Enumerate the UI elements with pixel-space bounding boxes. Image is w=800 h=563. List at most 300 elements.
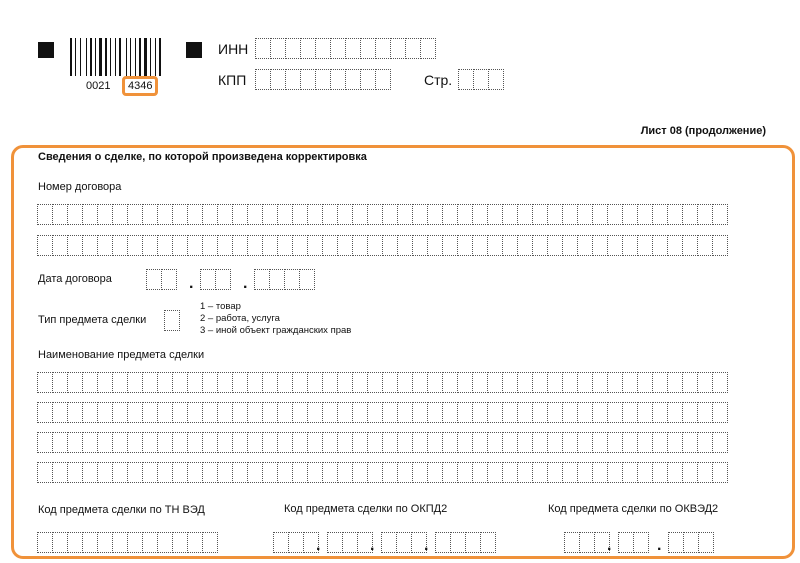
- entry-cell[interactable]: [337, 372, 353, 393]
- entry-cell[interactable]: [352, 235, 368, 256]
- entry-cell[interactable]: [472, 235, 488, 256]
- entry-cell[interactable]: [337, 462, 353, 483]
- entry-cell[interactable]: [622, 462, 638, 483]
- entry-cell[interactable]: [300, 69, 316, 90]
- entry-cell[interactable]: [622, 432, 638, 453]
- entry-cell[interactable]: [592, 402, 608, 423]
- entry-cell[interactable]: [667, 204, 683, 225]
- entry-cell[interactable]: [37, 532, 53, 553]
- entry-cell[interactable]: [232, 402, 248, 423]
- entry-cell[interactable]: [562, 235, 578, 256]
- entry-cell[interactable]: [315, 38, 331, 59]
- entry-cell[interactable]: [382, 235, 398, 256]
- entry-cell[interactable]: [382, 372, 398, 393]
- entry-cell[interactable]: [442, 432, 458, 453]
- entry-cell[interactable]: [637, 204, 653, 225]
- entry-cell[interactable]: [577, 432, 593, 453]
- entry-cell[interactable]: [457, 462, 473, 483]
- entry-cell[interactable]: [367, 432, 383, 453]
- entry-cell[interactable]: [172, 432, 188, 453]
- entry-cell[interactable]: [97, 402, 113, 423]
- entry-cell[interactable]: [375, 69, 391, 90]
- entry-cell[interactable]: [487, 462, 503, 483]
- entry-cell[interactable]: [622, 372, 638, 393]
- entry-cell[interactable]: [637, 432, 653, 453]
- entry-cell[interactable]: [562, 372, 578, 393]
- okpd2-code-part-2[interactable]: [327, 532, 375, 554]
- entry-cell[interactable]: [172, 402, 188, 423]
- entry-cell[interactable]: [345, 69, 361, 90]
- entry-cell[interactable]: [502, 204, 518, 225]
- entry-cell[interactable]: [472, 204, 488, 225]
- entry-cell[interactable]: [172, 204, 188, 225]
- entry-cell[interactable]: [502, 402, 518, 423]
- entry-cell[interactable]: [442, 402, 458, 423]
- entry-cell[interactable]: [420, 38, 436, 59]
- entry-cell[interactable]: [247, 204, 263, 225]
- entry-cell[interactable]: [37, 402, 53, 423]
- entry-cell[interactable]: [112, 204, 128, 225]
- entry-cell[interactable]: [682, 372, 698, 393]
- entry-cell[interactable]: [127, 204, 143, 225]
- entry-cell[interactable]: [697, 235, 713, 256]
- entry-cell[interactable]: [127, 462, 143, 483]
- entry-cell[interactable]: [112, 432, 128, 453]
- entry-cell[interactable]: [217, 372, 233, 393]
- entry-cell[interactable]: [442, 462, 458, 483]
- contract-number-row-2[interactable]: [37, 235, 727, 256]
- contract-date-month[interactable]: [200, 269, 230, 290]
- entry-cell[interactable]: [375, 38, 391, 59]
- entry-cell[interactable]: [457, 204, 473, 225]
- entry-cell[interactable]: [82, 432, 98, 453]
- entry-cell[interactable]: [52, 235, 68, 256]
- entry-cell[interactable]: [367, 372, 383, 393]
- entry-cell[interactable]: [262, 235, 278, 256]
- entry-cell[interactable]: [352, 372, 368, 393]
- entry-cell[interactable]: [607, 204, 623, 225]
- entry-cell[interactable]: [172, 462, 188, 483]
- entry-cell[interactable]: [255, 69, 271, 90]
- entry-cell[interactable]: [97, 432, 113, 453]
- entry-cell[interactable]: [112, 462, 128, 483]
- entry-cell[interactable]: [187, 235, 203, 256]
- entry-cell[interactable]: [322, 204, 338, 225]
- entry-cell[interactable]: [67, 432, 83, 453]
- entry-cell[interactable]: [342, 532, 358, 553]
- entry-cell[interactable]: [472, 372, 488, 393]
- entry-cell[interactable]: [712, 204, 728, 225]
- entry-cell[interactable]: [502, 372, 518, 393]
- entry-cell[interactable]: [712, 402, 728, 423]
- entry-cell[interactable]: [202, 532, 218, 553]
- entry-cell[interactable]: [547, 402, 563, 423]
- entry-cell[interactable]: [427, 235, 443, 256]
- entry-cell[interactable]: [682, 204, 698, 225]
- entry-cell[interactable]: [215, 269, 231, 290]
- entry-cell[interactable]: [82, 235, 98, 256]
- entry-cell[interactable]: [532, 372, 548, 393]
- entry-cell[interactable]: [472, 462, 488, 483]
- entry-cell[interactable]: [82, 204, 98, 225]
- entry-cell[interactable]: [52, 402, 68, 423]
- entry-cell[interactable]: [292, 402, 308, 423]
- entry-cell[interactable]: [247, 432, 263, 453]
- entry-cell[interactable]: [412, 432, 428, 453]
- entry-cell[interactable]: [262, 462, 278, 483]
- entry-cell[interactable]: [254, 269, 270, 290]
- entry-cell[interactable]: [157, 462, 173, 483]
- entry-cell[interactable]: [67, 462, 83, 483]
- subject-name-row-3[interactable]: [37, 432, 727, 453]
- entry-cell[interactable]: [427, 372, 443, 393]
- entry-cell[interactable]: [307, 402, 323, 423]
- entry-cell[interactable]: [577, 235, 593, 256]
- okved2-code-part-1[interactable]: [564, 532, 612, 554]
- entry-cell[interactable]: [579, 532, 595, 553]
- entry-cell[interactable]: [172, 372, 188, 393]
- entry-cell[interactable]: [52, 462, 68, 483]
- entry-cell[interactable]: [682, 235, 698, 256]
- entry-cell[interactable]: [360, 69, 376, 90]
- entry-cell[interactable]: [172, 235, 188, 256]
- entry-cell[interactable]: [637, 235, 653, 256]
- okpd2-code-part-4[interactable]: [435, 532, 495, 553]
- entry-cell[interactable]: [607, 372, 623, 393]
- entry-cell[interactable]: [622, 402, 638, 423]
- entry-cell[interactable]: [337, 204, 353, 225]
- entry-cell[interactable]: [142, 372, 158, 393]
- entry-cell[interactable]: [157, 532, 173, 553]
- entry-cell[interactable]: [82, 372, 98, 393]
- entry-cell[interactable]: [337, 402, 353, 423]
- entry-cell[interactable]: [187, 432, 203, 453]
- entry-cell[interactable]: [396, 532, 412, 553]
- entry-cell[interactable]: [277, 432, 293, 453]
- entry-cell[interactable]: [712, 235, 728, 256]
- entry-cell[interactable]: [652, 372, 668, 393]
- entry-cell[interactable]: [487, 235, 503, 256]
- entry-cell[interactable]: [146, 269, 162, 290]
- entry-cell[interactable]: [67, 372, 83, 393]
- entry-cell[interactable]: [592, 462, 608, 483]
- entry-cell[interactable]: [592, 235, 608, 256]
- entry-cell[interactable]: [667, 402, 683, 423]
- entry-cell[interactable]: [592, 204, 608, 225]
- entry-cell[interactable]: [652, 462, 668, 483]
- entry-cell[interactable]: [97, 532, 113, 553]
- entry-cell[interactable]: [127, 402, 143, 423]
- entry-cell[interactable]: [697, 432, 713, 453]
- subject-name-row-2[interactable]: [37, 402, 727, 423]
- entry-cell[interactable]: [592, 432, 608, 453]
- entry-cell[interactable]: [277, 372, 293, 393]
- entry-cell[interactable]: [330, 69, 346, 90]
- entry-cell[interactable]: [187, 462, 203, 483]
- entry-cell[interactable]: [577, 372, 593, 393]
- entry-cell[interactable]: [458, 69, 474, 90]
- entry-cell[interactable]: [262, 402, 278, 423]
- entry-cell[interactable]: [307, 462, 323, 483]
- entry-cell[interactable]: [562, 462, 578, 483]
- entry-cell[interactable]: [82, 462, 98, 483]
- entry-cell[interactable]: [232, 204, 248, 225]
- entry-cell[interactable]: [517, 372, 533, 393]
- entry-cell[interactable]: [247, 402, 263, 423]
- okpd2-code-part-3[interactable]: [381, 532, 429, 554]
- entry-cell[interactable]: [299, 269, 315, 290]
- entry-cell[interactable]: [97, 204, 113, 225]
- entry-cell[interactable]: [187, 532, 203, 553]
- entry-cell[interactable]: [127, 432, 143, 453]
- entry-cell[interactable]: [480, 532, 496, 553]
- entry-cell[interactable]: [307, 372, 323, 393]
- entry-cell[interactable]: [697, 372, 713, 393]
- entry-cell[interactable]: [270, 38, 286, 59]
- entry-cell[interactable]: [382, 432, 398, 453]
- entry-cell[interactable]: [577, 204, 593, 225]
- entry-cell[interactable]: [562, 402, 578, 423]
- kpp-field[interactable]: [255, 69, 390, 90]
- entry-cell[interactable]: [142, 235, 158, 256]
- entry-cell[interactable]: [67, 402, 83, 423]
- entry-cell[interactable]: [405, 38, 421, 59]
- entry-cell[interactable]: [277, 462, 293, 483]
- entry-cell[interactable]: [382, 462, 398, 483]
- entry-cell[interactable]: [472, 432, 488, 453]
- entry-cell[interactable]: [127, 372, 143, 393]
- entry-cell[interactable]: [52, 204, 68, 225]
- entry-cell[interactable]: [217, 462, 233, 483]
- entry-cell[interactable]: [487, 402, 503, 423]
- entry-cell[interactable]: [577, 402, 593, 423]
- entry-cell[interactable]: [277, 402, 293, 423]
- entry-cell[interactable]: [202, 372, 218, 393]
- entry-cell[interactable]: [360, 38, 376, 59]
- entry-cell[interactable]: [142, 432, 158, 453]
- entry-cell[interactable]: [277, 204, 293, 225]
- entry-cell[interactable]: [667, 432, 683, 453]
- entry-cell[interactable]: [52, 432, 68, 453]
- entry-cell[interactable]: [217, 204, 233, 225]
- entry-cell[interactable]: [352, 402, 368, 423]
- entry-cell[interactable]: [532, 462, 548, 483]
- entry-cell[interactable]: [547, 462, 563, 483]
- entry-cell[interactable]: [564, 532, 580, 553]
- entry-cell[interactable]: [412, 235, 428, 256]
- entry-cell[interactable]: [187, 402, 203, 423]
- entry-cell[interactable]: [652, 402, 668, 423]
- entry-cell[interactable]: [285, 69, 301, 90]
- page-field[interactable]: [458, 69, 503, 90]
- entry-cell[interactable]: [232, 432, 248, 453]
- entry-cell[interactable]: [52, 532, 68, 553]
- entry-cell[interactable]: [157, 204, 173, 225]
- entry-cell[interactable]: [337, 432, 353, 453]
- entry-cell[interactable]: [142, 462, 158, 483]
- entry-cell[interactable]: [330, 38, 346, 59]
- entry-cell[interactable]: [157, 402, 173, 423]
- entry-cell[interactable]: [315, 69, 331, 90]
- entry-cell[interactable]: [607, 462, 623, 483]
- entry-cell[interactable]: [292, 372, 308, 393]
- entry-cell[interactable]: [450, 532, 466, 553]
- entry-cell[interactable]: [142, 402, 158, 423]
- entry-cell[interactable]: [284, 269, 300, 290]
- entry-cell[interactable]: [427, 432, 443, 453]
- entry-cell[interactable]: [217, 402, 233, 423]
- entry-cell[interactable]: [517, 402, 533, 423]
- entry-cell[interactable]: [682, 432, 698, 453]
- entry-cell[interactable]: [473, 69, 489, 90]
- entry-cell[interactable]: [517, 432, 533, 453]
- entry-cell[interactable]: [67, 235, 83, 256]
- entry-cell[interactable]: [112, 235, 128, 256]
- entry-cell[interactable]: [697, 462, 713, 483]
- entry-cell[interactable]: [667, 372, 683, 393]
- entry-cell[interactable]: [622, 235, 638, 256]
- entry-cell[interactable]: [427, 204, 443, 225]
- entry-cell[interactable]: [637, 462, 653, 483]
- entry-cell[interactable]: [187, 204, 203, 225]
- entry-cell[interactable]: [187, 372, 203, 393]
- entry-cell[interactable]: [112, 532, 128, 553]
- contract-number-row-1[interactable]: [37, 204, 727, 225]
- entry-cell[interactable]: [397, 372, 413, 393]
- entry-cell[interactable]: [82, 402, 98, 423]
- entry-cell[interactable]: [382, 402, 398, 423]
- entry-cell[interactable]: [397, 432, 413, 453]
- entry-cell[interactable]: [37, 372, 53, 393]
- entry-cell[interactable]: [202, 402, 218, 423]
- entry-cell[interactable]: [37, 462, 53, 483]
- entry-cell[interactable]: [712, 462, 728, 483]
- entry-cell[interactable]: [112, 372, 128, 393]
- entry-cell[interactable]: [682, 462, 698, 483]
- entry-cell[interactable]: [67, 532, 83, 553]
- entry-cell[interactable]: [367, 235, 383, 256]
- entry-cell[interactable]: [202, 235, 218, 256]
- entry-cell[interactable]: [164, 310, 180, 331]
- entry-cell[interactable]: [667, 235, 683, 256]
- tnved-code-field[interactable]: [37, 532, 217, 553]
- entry-cell[interactable]: [532, 204, 548, 225]
- entry-cell[interactable]: [435, 532, 451, 553]
- entry-cell[interactable]: [517, 462, 533, 483]
- entry-cell[interactable]: [367, 204, 383, 225]
- entry-cell[interactable]: [712, 432, 728, 453]
- entry-cell[interactable]: [269, 269, 285, 290]
- entry-cell[interactable]: [352, 432, 368, 453]
- entry-cell[interactable]: [442, 235, 458, 256]
- entry-cell[interactable]: [97, 462, 113, 483]
- entry-cell[interactable]: [200, 269, 216, 290]
- entry-cell[interactable]: [202, 462, 218, 483]
- entry-cell[interactable]: [300, 38, 316, 59]
- entry-cell[interactable]: [390, 38, 406, 59]
- okpd2-code-part-1[interactable]: [273, 532, 321, 554]
- entry-cell[interactable]: [607, 432, 623, 453]
- entry-cell[interactable]: [532, 432, 548, 453]
- entry-cell[interactable]: [161, 269, 177, 290]
- entry-cell[interactable]: [202, 432, 218, 453]
- entry-cell[interactable]: [322, 432, 338, 453]
- entry-cell[interactable]: [97, 235, 113, 256]
- entry-cell[interactable]: [202, 204, 218, 225]
- entry-cell[interactable]: [633, 532, 649, 553]
- entry-cell[interactable]: [127, 532, 143, 553]
- entry-cell[interactable]: [157, 432, 173, 453]
- entry-cell[interactable]: [142, 532, 158, 553]
- entry-cell[interactable]: [273, 532, 289, 553]
- entry-cell[interactable]: [307, 204, 323, 225]
- entry-cell[interactable]: [345, 38, 361, 59]
- entry-cell[interactable]: [322, 402, 338, 423]
- entry-cell[interactable]: [97, 372, 113, 393]
- entry-cell[interactable]: [427, 462, 443, 483]
- entry-cell[interactable]: [652, 204, 668, 225]
- entry-cell[interactable]: [322, 462, 338, 483]
- entry-cell[interactable]: [457, 372, 473, 393]
- entry-cell[interactable]: [307, 235, 323, 256]
- entry-cell[interactable]: [592, 372, 608, 393]
- entry-cell[interactable]: [547, 372, 563, 393]
- entry-cell[interactable]: [488, 69, 504, 90]
- entry-cell[interactable]: [562, 432, 578, 453]
- entry-cell[interactable]: [142, 204, 158, 225]
- entry-cell[interactable]: [487, 204, 503, 225]
- entry-cell[interactable]: [547, 204, 563, 225]
- entry-cell[interactable]: [327, 532, 343, 553]
- entry-cell[interactable]: [637, 402, 653, 423]
- entry-cell[interactable]: [277, 235, 293, 256]
- entry-cell[interactable]: [412, 462, 428, 483]
- entry-cell[interactable]: [397, 204, 413, 225]
- entry-cell[interactable]: [502, 462, 518, 483]
- entry-cell[interactable]: [618, 532, 634, 553]
- contract-date-year[interactable]: [254, 269, 314, 290]
- entry-cell[interactable]: [465, 532, 481, 553]
- entry-cell[interactable]: [683, 532, 699, 553]
- entry-cell[interactable]: [262, 372, 278, 393]
- entry-cell[interactable]: [502, 432, 518, 453]
- entry-cell[interactable]: [652, 432, 668, 453]
- inn-field[interactable]: [255, 38, 435, 59]
- entry-cell[interactable]: [232, 462, 248, 483]
- entry-cell[interactable]: [292, 235, 308, 256]
- entry-cell[interactable]: [157, 235, 173, 256]
- entry-cell[interactable]: [247, 462, 263, 483]
- okved2-code-part-2[interactable]: [618, 532, 648, 553]
- entry-cell[interactable]: [412, 402, 428, 423]
- entry-cell[interactable]: [547, 235, 563, 256]
- okved2-code-part-3[interactable]: [668, 532, 713, 553]
- entry-cell[interactable]: [367, 402, 383, 423]
- entry-cell[interactable]: [532, 402, 548, 423]
- entry-cell[interactable]: [577, 462, 593, 483]
- entry-cell[interactable]: [442, 204, 458, 225]
- entry-cell[interactable]: [517, 204, 533, 225]
- entry-cell[interactable]: [247, 372, 263, 393]
- entry-cell[interactable]: [307, 432, 323, 453]
- entry-cell[interactable]: [562, 204, 578, 225]
- entry-cell[interactable]: [322, 235, 338, 256]
- entry-cell[interactable]: [622, 204, 638, 225]
- entry-cell[interactable]: [397, 402, 413, 423]
- subject-name-row-1[interactable]: [37, 372, 727, 393]
- entry-cell[interactable]: [352, 462, 368, 483]
- entry-cell[interactable]: [547, 432, 563, 453]
